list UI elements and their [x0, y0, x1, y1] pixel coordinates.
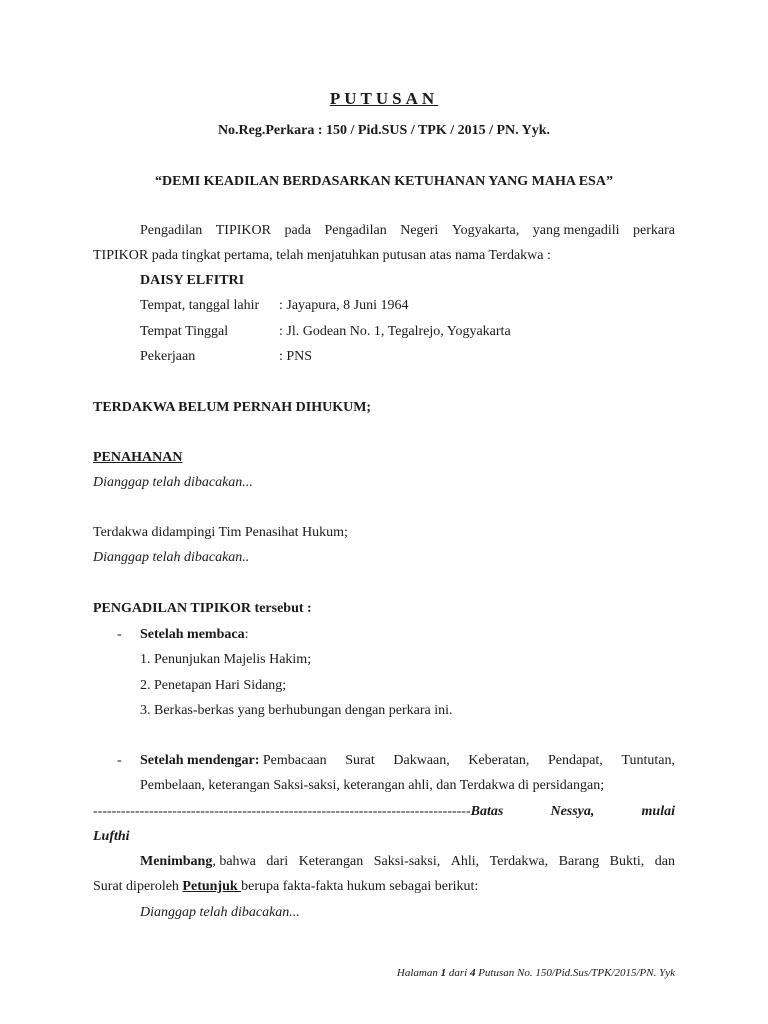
considering-text: Dianggap telah dibacakan...	[140, 905, 300, 920]
detention-heading: PENAHANAN	[93, 450, 183, 465]
defendant-name: DAISY ELFITRI	[140, 273, 245, 288]
after-hearing-line-1: Setelah mendengar: Pembacaan Surat Dakwaan, Keberatan, Pendapat, Tuntutan,	[140, 753, 675, 768]
residence-value: : Jl. Godean No. 1, Tegalrejo, Yogyakarta	[279, 324, 511, 339]
opening-paragraph-line-2: TIPIKOR pada tingkat pertama, telah menjatuhkan putusan atas nama Terdakwa :	[93, 248, 551, 263]
after-reading: Setelah membaca:	[140, 627, 249, 642]
considering-line-1: Menimbang, bahwa dari Keterangan Saksi-saksi, Ahli, Terdakwa, Barang Bukti, dan	[140, 854, 675, 869]
document-title: PUTUSAN	[329, 89, 439, 108]
separator-line: ---------------------------------------------------------------------------------Batas Nessya, mulai	[93, 804, 675, 819]
after-hearing-line-2: Pembelaan, keterangan Saksi-saksi, keterangan ahli, dan Terdakwa di persidangan;	[140, 778, 605, 793]
court-heading: PENGADILAN TIPIKOR tersebut :	[93, 601, 312, 616]
bullet-dash: -	[117, 753, 122, 768]
reading-item-1: 1. Penunjukan Majelis Hakim;	[140, 652, 312, 667]
residence-label: Tempat Tinggal	[140, 324, 229, 339]
reading-item-3: 3. Berkas-berkas yang berhubungan dengan perkara ini.	[140, 703, 453, 718]
detention-text: Dianggap telah dibacakan...	[93, 475, 253, 490]
page-footer: Halaman 1 dari 4 Putusan No. 150/Pid.Sus/TPK/2015/PN. Yyk	[396, 967, 675, 979]
record-statement: TERDAKWA BELUM PERNAH DIHUKUM;	[93, 400, 372, 415]
occupation-value: : PNS	[279, 349, 313, 364]
separator-continuation: Lufthi	[93, 829, 130, 844]
opening-paragraph-line-1: Pengadilan TIPIKOR pada Pengadilan Negeri Yogyakarta, yang mengadili perkara	[140, 223, 675, 238]
birth-value: : Jayapura, 8 Juni 1964	[279, 298, 409, 313]
counsel-statement: Terdakwa didampingi Tim Penasihat Hukum;	[93, 525, 348, 540]
bullet-dash: -	[117, 627, 122, 642]
birth-label: Tempat, tanggal lahir	[140, 298, 260, 313]
counsel-text: Dianggap telah dibacakan..	[93, 550, 250, 565]
irah-irah-heading: “DEMI KEADILAN BERDASARKAN KETUHANAN YANG MAHA ESA”	[155, 174, 613, 189]
case-number: No.Reg.Perkara : 150 / Pid.SUS / TPK / 2015 / PN. Yyk.	[217, 123, 551, 138]
occupation-label: Pekerjaan	[140, 349, 196, 364]
reading-item-2: 2. Penetapan Hari Sidang;	[140, 678, 287, 693]
considering-line-2: Surat diperoleh Petunjuk berupa fakta-fakta hukum sebagai berikut:	[93, 879, 479, 894]
